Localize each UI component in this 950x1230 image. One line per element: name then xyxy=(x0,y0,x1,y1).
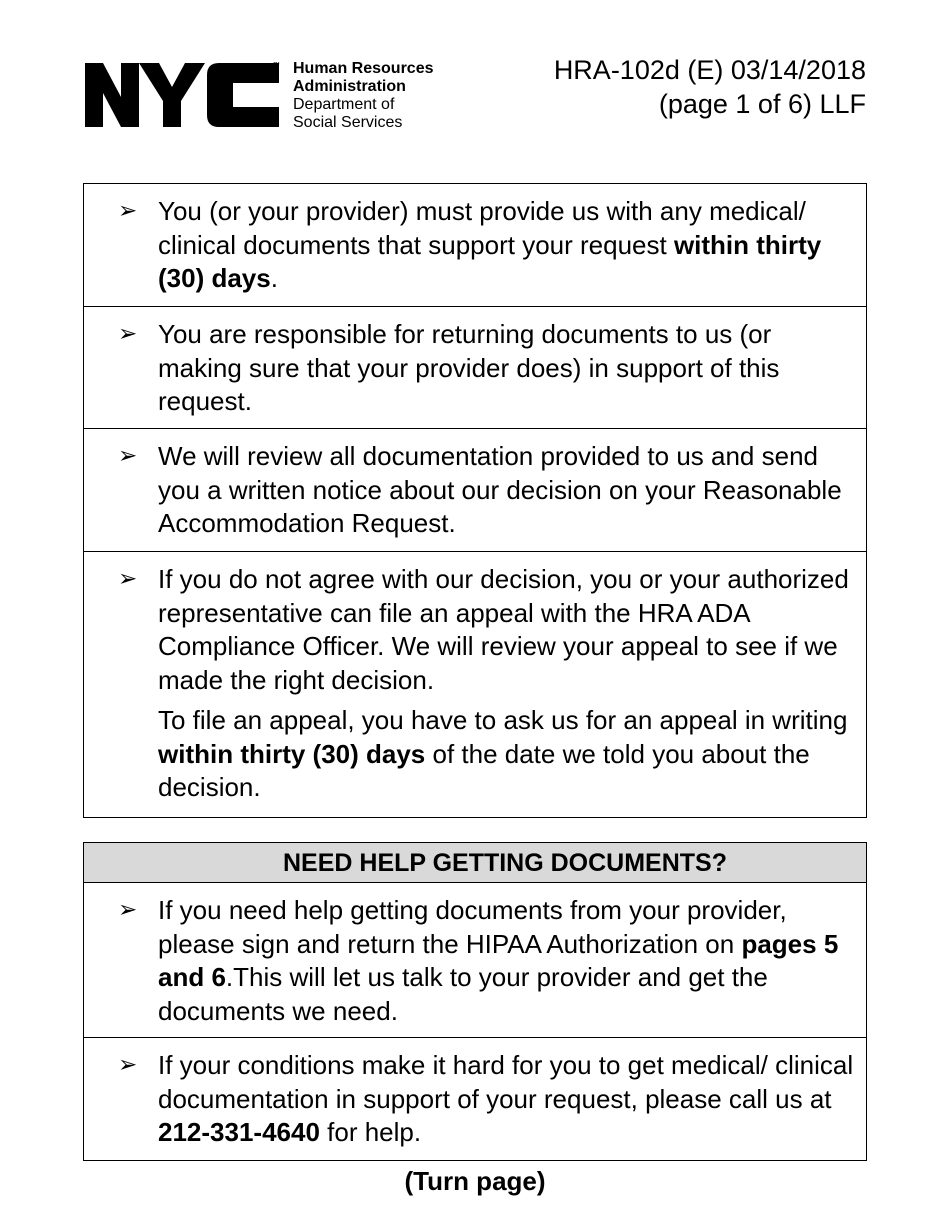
requirement-item-2 xyxy=(84,307,866,429)
trademark-mark: ™ xyxy=(273,62,280,69)
text-segment: for help. xyxy=(319,1117,422,1147)
text-segment: . xyxy=(270,263,278,293)
logo-text xyxy=(83,61,84,62)
requirements-box xyxy=(83,183,867,818)
requirement-item-4 xyxy=(84,552,866,816)
requirement-text: You are responsible for returning documents to us (or making sure that your provider does) in support of this request. xyxy=(158,319,780,416)
bold-pages: pages 5 and 6 xyxy=(158,928,839,992)
help-heading: NEED HELP GETTING DOCUMENTS? xyxy=(84,843,866,883)
help-item-1 xyxy=(84,883,866,1038)
bullet-arrow-icon: ➢ xyxy=(118,198,138,224)
phone-number: 212-331-4640 xyxy=(158,1117,320,1147)
requirement-text xyxy=(158,195,854,296)
appeal-paragraph-1: If you do not agree with our decision, you or your authorized representative can file an appeal with the HRA ADA Compliance Officer. We will review your appeal to see if we made the right decision. xyxy=(158,564,849,695)
bullet-arrow-icon: ➢ xyxy=(118,566,138,592)
help-text xyxy=(158,1049,854,1150)
bullet-arrow-icon: ➢ xyxy=(118,443,138,469)
text-segment: You (or your provider) must provide us with any medical/ clinical documents that support your request xyxy=(158,196,806,260)
form-identifier xyxy=(554,53,866,121)
text-segment: If you need help getting documents from your provider, please sign and return the HIPAA Authorization on xyxy=(158,895,787,959)
text-segment: To file an appeal, you have to ask us for an appeal in writing xyxy=(158,705,848,735)
text-segment: If your conditions make it hard for you to get medical/ clinical documentation in support of your request, please call us at xyxy=(158,1050,854,1114)
appeal-paragraph-2 xyxy=(158,704,854,805)
nyc-logo xyxy=(83,61,279,129)
bold-deadline: within thirty (30) days xyxy=(158,229,822,293)
bullet-arrow-icon: ➢ xyxy=(118,897,138,923)
bullet-arrow-icon: ➢ xyxy=(118,1052,138,1078)
form-id: HRA-102d (E) 03/14/2018 xyxy=(553,55,866,85)
agency-line-2: Administration xyxy=(293,78,406,95)
help-item-2 xyxy=(84,1038,866,1159)
text-segment: of the date we told you about the decision. xyxy=(158,738,810,802)
requirement-text: We will review all documentation provided to us and send you a written notice about our decision on your Reasonable Accommodation Request. xyxy=(158,441,842,538)
page-info: (page 1 of 6) LLF xyxy=(658,89,866,119)
help-text xyxy=(158,894,854,1028)
requirement-item-1 xyxy=(84,184,866,307)
agency-name xyxy=(293,60,434,132)
bullet-arrow-icon: ➢ xyxy=(118,321,138,347)
requirement-item-3 xyxy=(84,429,866,552)
agency-line-1: Human Resources xyxy=(293,60,434,77)
text-segment: .This will let us talk to your provider and get the documents we need. xyxy=(158,962,768,1026)
bold-deadline: within thirty (30) days xyxy=(158,738,426,769)
agency-line-4: Social Services xyxy=(293,114,403,131)
agency-line-3: Department of xyxy=(293,96,395,113)
help-box xyxy=(83,842,867,1161)
turn-page-note: (Turn page) xyxy=(404,1166,546,1196)
